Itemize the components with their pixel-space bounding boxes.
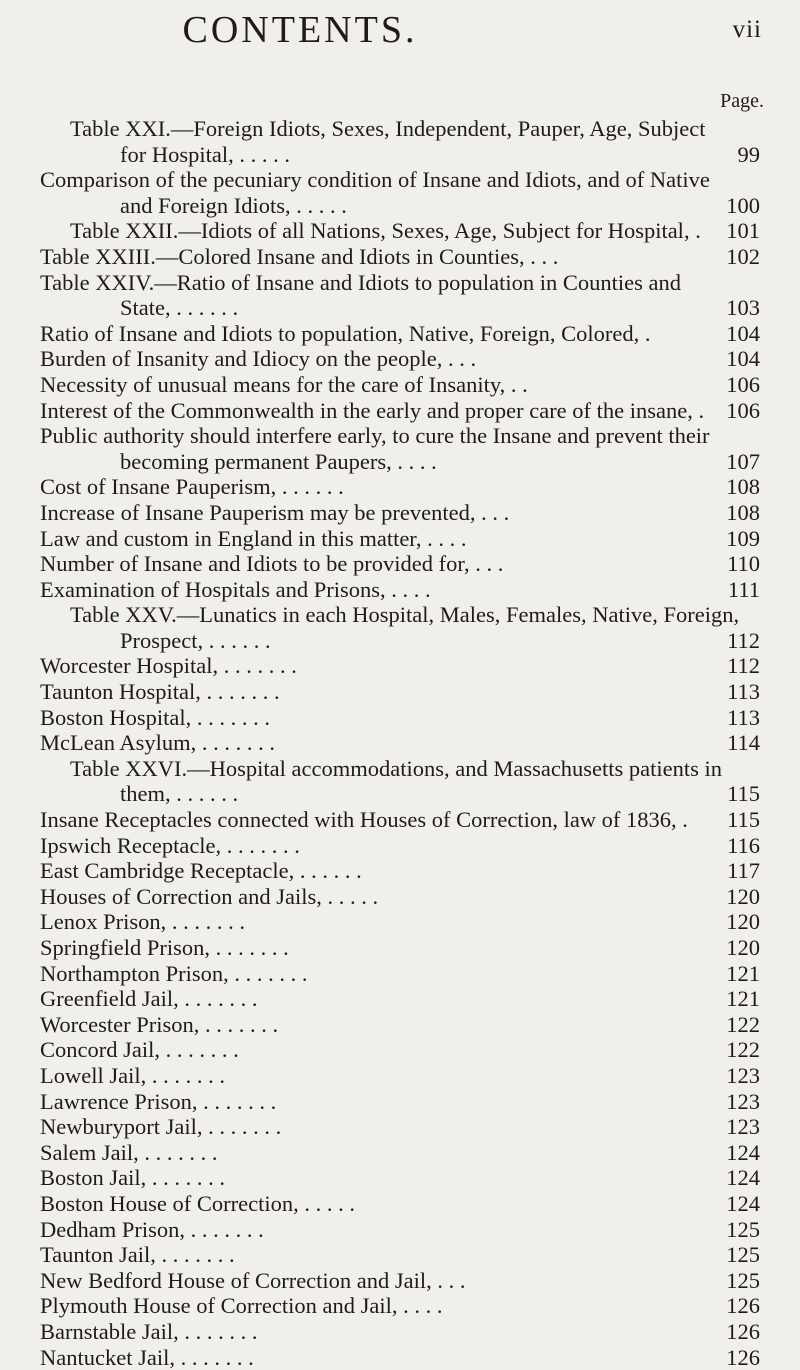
entry-page-number: 104	[704, 346, 760, 372]
entry-line	[0, 833, 800, 859]
entry-page-number: 116	[704, 833, 760, 859]
contents-entry	[0, 526, 800, 552]
entry-text: Number of Insane and Idiots to be provided for, . . .	[40, 551, 503, 577]
contents-entry	[0, 423, 800, 474]
entry-text: Newburyport Jail, . . . . . . .	[40, 1114, 281, 1140]
entry-line	[0, 1345, 800, 1370]
entry-page-number: 123	[704, 1063, 760, 1089]
entry-text: Ratio of Insane and Idiots to population, Native, Foreign, Colored, .	[40, 321, 651, 347]
entry-line	[0, 884, 800, 910]
entry-text: Burden of Insanity and Idiocy on the people, . . .	[40, 346, 476, 372]
entry-page-number: 108	[704, 500, 760, 526]
entry-text: State, . . . . . .	[120, 295, 238, 321]
entry-line	[0, 372, 800, 398]
contents-entry	[0, 270, 800, 321]
entry-page-number: 120	[704, 935, 760, 961]
entry-line	[0, 218, 800, 244]
entry-text: Table XXV.—Lunatics in each Hospital, Males, Females, Native, Foreign,	[70, 602, 739, 628]
contents-entry	[0, 909, 800, 935]
contents-entry	[0, 1345, 800, 1370]
entry-text: Lenox Prison, . . . . . . .	[40, 909, 245, 935]
entry-line	[0, 1165, 800, 1191]
entry-line	[0, 858, 800, 884]
entry-page-number: 100	[704, 193, 760, 219]
entry-text: Greenfield Jail, . . . . . . .	[40, 986, 257, 1012]
entry-line	[0, 961, 800, 987]
contents-entry	[0, 1268, 800, 1294]
contents-entry	[0, 1293, 800, 1319]
entry-line	[0, 449, 800, 475]
contents-entry	[0, 1140, 800, 1166]
contents-entry	[0, 756, 800, 807]
entry-text: Concord Jail, . . . . . . .	[40, 1037, 239, 1063]
entry-line	[0, 1140, 800, 1166]
entry-line	[0, 653, 800, 679]
entry-line	[0, 1012, 800, 1038]
contents-entry	[0, 321, 800, 347]
entry-text: Barnstable Jail, . . . . . . .	[40, 1319, 257, 1345]
entry-line	[0, 193, 800, 219]
contents-list	[0, 116, 800, 1370]
entry-line	[0, 986, 800, 1012]
entry-line	[0, 398, 800, 424]
entry-text: Insane Receptacles connected with Houses of Correction, law of 1836, .	[40, 807, 688, 833]
entry-text: Public authority should interfere early, to cure the Insane and prevent their	[40, 423, 710, 449]
contents-entry	[0, 653, 800, 679]
entry-page-number: 122	[704, 1037, 760, 1063]
entry-page-number: 125	[704, 1268, 760, 1294]
entry-text: Boston Hospital, . . . . . . .	[40, 705, 270, 731]
entry-page-number: 106	[704, 398, 760, 424]
contents-entry	[0, 602, 800, 653]
entry-text: Law and custom in England in this matter, . . . .	[40, 526, 467, 552]
entry-page-number: 121	[704, 986, 760, 1012]
entry-page-number: 126	[704, 1345, 760, 1370]
entry-page-number: 123	[704, 1089, 760, 1115]
entry-line	[0, 909, 800, 935]
entry-text: Examination of Hospitals and Prisons, . . . .	[40, 577, 431, 603]
entry-page-number: 115	[704, 807, 760, 833]
entry-line	[0, 270, 800, 296]
entry-line	[0, 1268, 800, 1294]
entry-line	[0, 756, 800, 782]
contents-entry	[0, 1217, 800, 1243]
contents-entry	[0, 116, 800, 167]
entry-page-number: 102	[704, 244, 760, 270]
entry-page-number: 126	[704, 1319, 760, 1345]
entry-text: Table XXI.—Foreign Idiots, Sexes, Independent, Pauper, Age, Subject	[70, 116, 706, 142]
entry-text: Table XXVI.—Hospital accommodations, and Massachusetts patients in	[70, 756, 722, 782]
page-title: CONTENTS.	[0, 8, 600, 52]
entry-text: them, . . . . . .	[120, 781, 238, 807]
entry-line	[0, 1089, 800, 1115]
entry-line	[0, 1217, 800, 1243]
entry-text: Northampton Prison, . . . . . . .	[40, 961, 308, 987]
entry-page-number: 120	[704, 909, 760, 935]
contents-entry	[0, 1063, 800, 1089]
contents-entry	[0, 1242, 800, 1268]
entry-page-number: 121	[704, 961, 760, 987]
entry-text: Plymouth House of Correction and Jail, . . . .	[40, 1293, 442, 1319]
contents-entry	[0, 346, 800, 372]
entry-page-number: 110	[704, 551, 760, 577]
entry-text: Increase of Insane Pauperism may be prevented, . . .	[40, 500, 509, 526]
entry-line	[0, 500, 800, 526]
roman-page-number: vii	[733, 16, 762, 44]
entry-line	[0, 628, 800, 654]
entry-line	[0, 167, 800, 193]
entry-page-number: 126	[704, 1293, 760, 1319]
entry-page-number: 125	[704, 1242, 760, 1268]
entry-page-number: 112	[704, 653, 760, 679]
contents-entry	[0, 986, 800, 1012]
entry-line	[0, 807, 800, 833]
entry-text: becoming permanent Paupers, . . . .	[120, 449, 437, 475]
page-column-label: Page.	[720, 90, 764, 113]
contents-entry	[0, 807, 800, 833]
entry-text: Boston Jail, . . . . . . .	[40, 1165, 225, 1191]
entry-page-number: 124	[704, 1191, 760, 1217]
entry-page-number: 122	[704, 1012, 760, 1038]
entry-line	[0, 526, 800, 552]
entry-line	[0, 1114, 800, 1140]
entry-text: Worcester Prison, . . . . . . .	[40, 1012, 278, 1038]
entry-text: Lowell Jail, . . . . . . .	[40, 1063, 225, 1089]
entry-text: Springfield Prison, . . . . . . .	[40, 935, 289, 961]
entry-line	[0, 730, 800, 756]
entry-text: Interest of the Commonwealth in the early and proper care of the insane, .	[40, 398, 704, 424]
entry-line	[0, 142, 800, 168]
entry-text: Dedham Prison, . . . . . . .	[40, 1217, 264, 1243]
entry-page-number: 125	[704, 1217, 760, 1243]
entry-page-number: 120	[704, 884, 760, 910]
contents-entry	[0, 935, 800, 961]
contents-entry	[0, 577, 800, 603]
contents-entry	[0, 1037, 800, 1063]
entry-text: Comparison of the pecuniary condition of Insane and Idiots, and of Native	[40, 167, 710, 193]
entry-text: and Foreign Idiots, . . . . .	[120, 193, 347, 219]
entry-page-number: 106	[704, 372, 760, 398]
entry-line	[0, 1191, 800, 1217]
contents-entry	[0, 474, 800, 500]
entry-text: for Hospital, . . . . .	[120, 142, 290, 168]
contents-entry	[0, 730, 800, 756]
contents-entry	[0, 167, 800, 218]
contents-entry	[0, 500, 800, 526]
contents-entry	[0, 679, 800, 705]
entry-line	[0, 1293, 800, 1319]
entry-page-number: 117	[704, 858, 760, 884]
entry-line	[0, 1037, 800, 1063]
entry-page-number: 113	[704, 705, 760, 731]
entry-line	[0, 679, 800, 705]
contents-entry	[0, 884, 800, 910]
entry-line	[0, 551, 800, 577]
contents-entry	[0, 1191, 800, 1217]
contents-entry	[0, 244, 800, 270]
contents-entry	[0, 1089, 800, 1115]
contents-entry	[0, 1319, 800, 1345]
entry-text: Nantucket Jail, . . . . . . .	[40, 1345, 254, 1370]
entry-page-number: 113	[704, 679, 760, 705]
entry-text: Boston House of Correction, . . . . .	[40, 1191, 355, 1217]
entry-text: Houses of Correction and Jails, . . . . .	[40, 884, 378, 910]
contents-entry	[0, 858, 800, 884]
entry-page-number: 109	[704, 526, 760, 552]
contents-entry	[0, 1165, 800, 1191]
contents-entry	[0, 551, 800, 577]
entry-page-number: 107	[704, 449, 760, 475]
entry-line	[0, 935, 800, 961]
entry-page-number: 112	[704, 628, 760, 654]
entry-line	[0, 346, 800, 372]
entry-line	[0, 116, 800, 142]
entry-page-number: 108	[704, 474, 760, 500]
entry-line	[0, 577, 800, 603]
entry-text: East Cambridge Receptacle, . . . . . .	[40, 858, 362, 884]
contents-entry	[0, 961, 800, 987]
entry-text: Taunton Jail, . . . . . . .	[40, 1242, 235, 1268]
entry-line	[0, 602, 800, 628]
entry-line	[0, 1242, 800, 1268]
entry-text: Ipswich Receptacle, . . . . . . .	[40, 833, 300, 859]
contents-entry	[0, 705, 800, 731]
entry-page-number: 124	[704, 1165, 760, 1191]
contents-entry	[0, 833, 800, 859]
entry-text: Salem Jail, . . . . . . .	[40, 1140, 217, 1166]
entry-page-number: 103	[704, 295, 760, 321]
contents-entry	[0, 1114, 800, 1140]
entry-page-number: 123	[704, 1114, 760, 1140]
entry-text: Worcester Hospital, . . . . . . .	[40, 653, 297, 679]
entry-line	[0, 295, 800, 321]
entry-text: Table XXIII.—Colored Insane and Idiots in Counties, . . .	[40, 244, 558, 270]
entry-text: New Bedford House of Correction and Jail, . . .	[40, 1268, 466, 1294]
entry-text: Table XXIV.—Ratio of Insane and Idiots to population in Counties and	[40, 270, 681, 296]
entry-line	[0, 321, 800, 347]
entry-text: Cost of Insane Pauperism, . . . . . .	[40, 474, 344, 500]
contents-entry	[0, 372, 800, 398]
entry-text: Taunton Hospital, . . . . . . .	[40, 679, 280, 705]
entry-line	[0, 705, 800, 731]
entry-page-number: 115	[704, 781, 760, 807]
entry-page-number: 111	[704, 577, 760, 603]
entry-page-number: 101	[704, 218, 760, 244]
entry-text: Table XXII.—Idiots of all Nations, Sexes, Age, Subject for Hospital, .	[70, 218, 701, 244]
entry-line	[0, 1063, 800, 1089]
entry-text: Necessity of unusual means for the care of Insanity, . .	[40, 372, 528, 398]
entry-page-number: 104	[704, 321, 760, 347]
contents-entry	[0, 398, 800, 424]
entry-page-number: 124	[704, 1140, 760, 1166]
contents-entry	[0, 218, 800, 244]
entry-text: Prospect, . . . . . .	[120, 628, 271, 654]
entry-text: McLean Asylum, . . . . . . .	[40, 730, 275, 756]
entry-line	[0, 474, 800, 500]
entry-page-number: 114	[704, 730, 760, 756]
entry-page-number: 99	[704, 142, 760, 168]
entry-line	[0, 244, 800, 270]
entry-text: Lawrence Prison, . . . . . . .	[40, 1089, 276, 1115]
entry-line	[0, 781, 800, 807]
entry-line	[0, 1319, 800, 1345]
contents-entry	[0, 1012, 800, 1038]
entry-line	[0, 423, 800, 449]
